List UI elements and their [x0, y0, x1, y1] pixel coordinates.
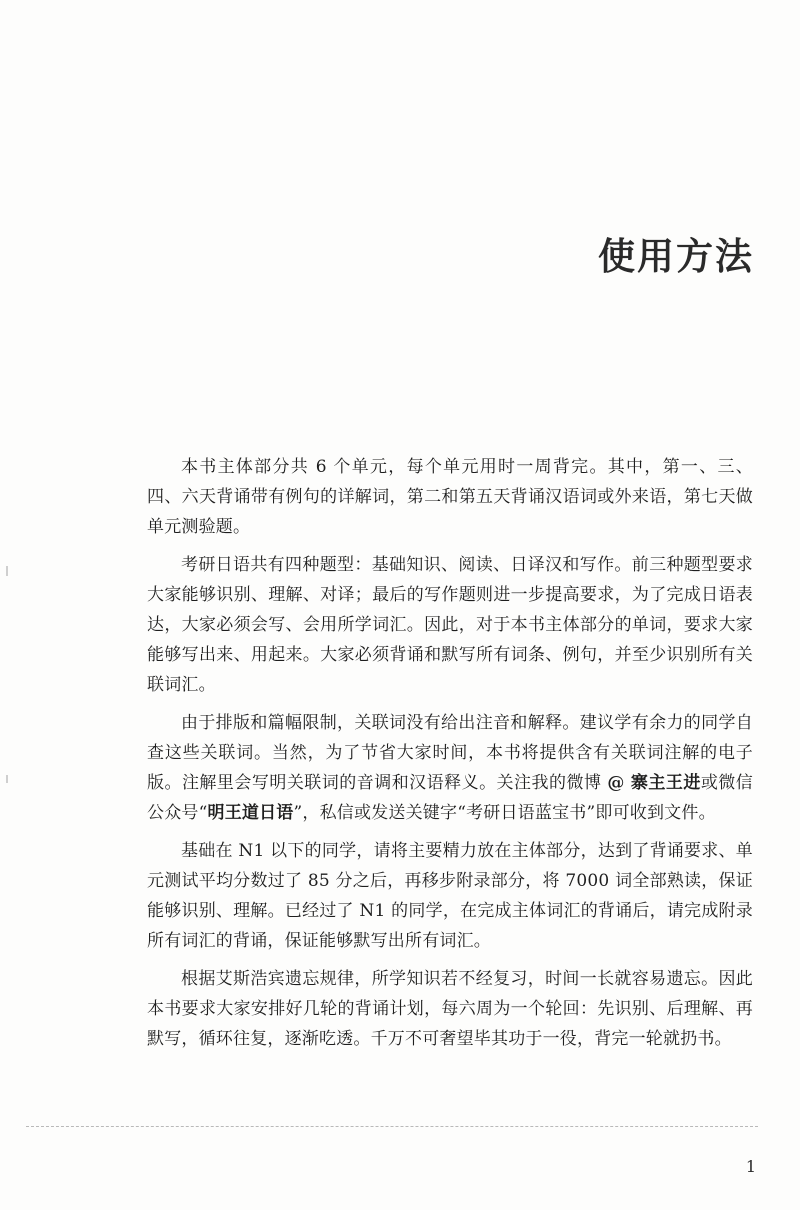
- paragraph-structure: 本书主体部分共 6 个单元，每个单元用时一周背完。其中，第一、三、四、六天背诵带有例句的详解词，第二和第五天背诵汉语词或外来语，第七天做单元测验题。: [147, 457, 753, 537]
- paragraph-text-segment: 或微信公众号“: [147, 773, 753, 823]
- wechat-account-name: 明王道日语: [207, 803, 294, 823]
- page-title: 使用方法: [598, 234, 754, 278]
- paragraph-review-cycle: 根据艾斯浩宾遗忘规律，所学知识若不经复习，时间一长就容易遗忘。因此本书要求大家安排好几轮的背诵计划，每六周为一个轮回：先识别、后理解、再默写，循环往复，逐渐吃透。千万不可奢望毕其功于一役，背完一轮就扔书。: [147, 969, 753, 1049]
- paragraph-text-segment: ”，私信或发送关键字“考研日语蓝宝书”即可收到文件。: [293, 803, 716, 823]
- body-text: [147, 452, 753, 1062]
- paragraph-related-words: [147, 708, 753, 828]
- page-number: 1: [745, 1157, 756, 1176]
- scan-artifact-mark: [6, 775, 8, 783]
- scan-artifact-mark: [6, 566, 8, 576]
- paragraph-text-segment: 由于排版和篇幅限制，关联词没有给出注音和解释。建议学有余力的同学自查这些关联词。当然，为了节省大家时间，本书将提供含有关联词注解的电子版。注解里会写明关联词的音调和汉语释义。关注我的微博: [147, 713, 753, 793]
- weibo-handle: @ 寨主王进: [607, 773, 701, 793]
- footer-divider: [26, 1126, 758, 1127]
- paragraph-study-plan: 基础在 N1 以下的同学，请将主要精力放在主体部分，达到了背诵要求、单元测试平均分数过了 85 分之后，再移步附录部分，将 7000 词全部熟读，保证能够识别、理解。已经过了 N1 的同学，在完成主体词汇的背诵后，请完成附录所有词汇的背诵，保证能够默写出所有词汇。: [147, 841, 753, 951]
- paragraph-question-types: 考研日语共有四种题型：基础知识、阅读、日译汉和写作。前三种题型要求大家能够识别、理解、对译；最后的写作题则进一步提高要求，为了完成日语表达，大家必须会写、会用所学词汇。因此，对于本书主体部分的单词，要求大家能够写出来、用起来。大家必须背诵和默写所有词条、例句，并至少识别所有关联词汇。: [147, 555, 753, 695]
